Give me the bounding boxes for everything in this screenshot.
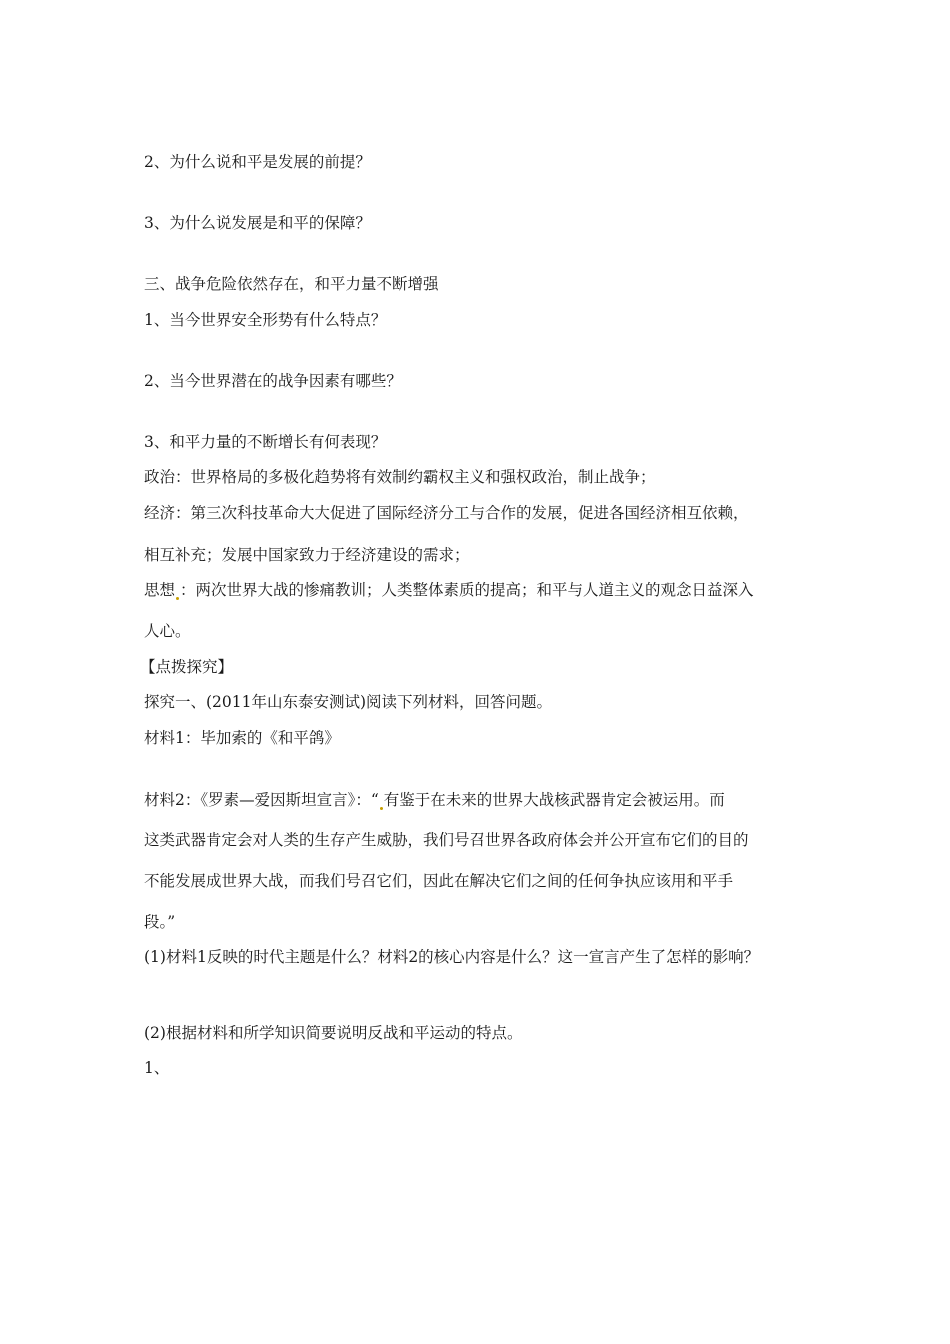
explore-heading: 【点拨探究】 <box>140 658 234 676</box>
section3-title: 三、战争危险依然存在，和平力量不断增强 <box>144 275 439 293</box>
politics-line: 政治：世界格局的多极化趋势将有效制约霸权主义和强权政治，制止战争； <box>144 468 656 486</box>
annotation-dot <box>176 597 179 600</box>
economy-line-1: 经济：第三次科技革命大大促进了国际经济分工与合作的发展，促进各国经济相互依赖， <box>144 504 749 522</box>
thought-line-1 <box>144 580 754 600</box>
question-1: (1)材料1反映的时代主题是什么？材料2的核心内容是什么？这一宣言产生了怎样的影响？ <box>144 948 760 966</box>
material-2-line-4: 段。” <box>144 913 176 931</box>
question-2: (2)根据材料和所学知识简要说明反战和平运动的特点。 <box>144 1024 523 1042</box>
material-2-line-1 <box>144 790 725 810</box>
material-2-text: 有鉴于在未来的世界大战核武器肯定会被运用。而 <box>383 791 725 809</box>
economy-line-2: 相互补充；发展中国家致力于经济建设的需求； <box>144 546 470 564</box>
s3-q1: 1、当今世界安全形势有什么特点？ <box>144 311 387 329</box>
s3-q3: 3、和平力量的不断增长有何表现？ <box>144 433 387 451</box>
thought-label: 思想 <box>144 581 176 599</box>
thought-line-2: 人心。 <box>144 622 191 640</box>
annotation-dot <box>380 807 383 810</box>
doc-q3: 3、为什么说发展是和平的保障？ <box>144 214 371 232</box>
doc-q2: 2、为什么说和平是发展的前提？ <box>144 153 371 171</box>
thought-text: ：两次世界大战的惨痛教训；人类整体素质的提高；和平与人道主义的观念日益深入 <box>180 581 754 599</box>
s3-q2: 2、当今世界潜在的战争因素有哪些？ <box>144 372 402 390</box>
material-1: 材料1：毕加索的《和平鸽》 <box>144 729 340 747</box>
material-2-line-3: 不能发展成世界大战，而我们号召它们，因此在解决它们之间的任何争执应该用和平手 <box>144 872 734 890</box>
material-2-line-2: 这类武器肯定会对人类的生存产生威胁，我们号召世界各政府体会并公开宣布它们的目的 <box>144 831 749 849</box>
material-2-prefix: 材料2：《罗素—爱因斯坦宣言》：“ <box>144 791 379 809</box>
explore-1: 探究一、(2011年山东泰安测试)阅读下列材料，回答问题。 <box>144 693 553 711</box>
answer-start: 1、 <box>144 1059 170 1077</box>
